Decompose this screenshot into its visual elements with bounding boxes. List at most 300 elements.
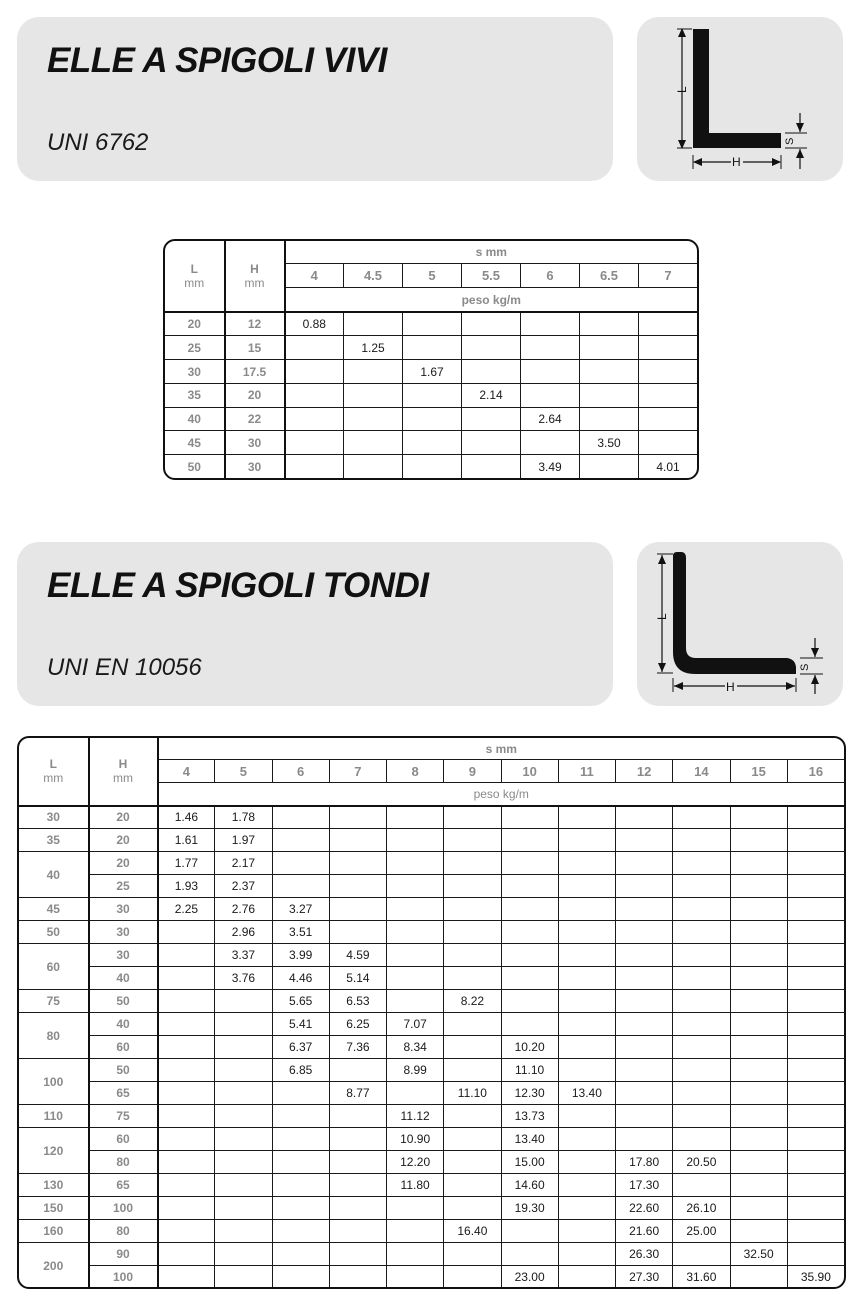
cell-weight xyxy=(158,1128,215,1151)
cell-weight xyxy=(329,1128,386,1151)
cell-weight xyxy=(580,407,639,431)
cell-l: 45 xyxy=(165,431,225,455)
cell-weight xyxy=(730,829,787,852)
cell-h: 25 xyxy=(89,875,158,898)
cell-weight xyxy=(673,967,730,990)
cell-weight xyxy=(558,1013,615,1036)
cell-weight: 6.53 xyxy=(329,990,386,1013)
cell-weight xyxy=(730,967,787,990)
cell-weight xyxy=(673,852,730,875)
cell-weight xyxy=(158,1059,215,1082)
cell-weight: 8.22 xyxy=(444,990,501,1013)
cell-weight xyxy=(329,1197,386,1220)
cell-weight xyxy=(558,852,615,875)
cell-weight: 2.96 xyxy=(215,921,272,944)
s-value-header: 7 xyxy=(639,264,698,288)
cell-weight xyxy=(730,1105,787,1128)
cell-weight: 5.65 xyxy=(272,990,329,1013)
cell-weight xyxy=(329,1220,386,1243)
cell-weight xyxy=(521,383,580,407)
cell-weight xyxy=(558,1197,615,1220)
cell-weight: 3.27 xyxy=(272,898,329,921)
cell-weight xyxy=(673,875,730,898)
diagram2-label-h: H xyxy=(726,680,735,694)
cell-h: 30 xyxy=(225,455,285,479)
cell-h: 65 xyxy=(89,1174,158,1197)
cell-weight xyxy=(403,336,462,360)
cell-weight xyxy=(285,383,344,407)
cell-weight xyxy=(673,1128,730,1151)
cell-weight xyxy=(272,1197,329,1220)
cell-weight xyxy=(387,1243,444,1266)
cell-weight xyxy=(215,1197,272,1220)
cell-weight xyxy=(215,1059,272,1082)
s-value-header: 7 xyxy=(329,760,386,783)
cell-weight xyxy=(285,360,344,384)
cell-weight xyxy=(730,875,787,898)
cell-weight: 21.60 xyxy=(616,1220,673,1243)
cell-weight xyxy=(616,967,673,990)
table-row xyxy=(19,806,845,829)
cell-weight xyxy=(730,898,787,921)
cell-l: 40 xyxy=(165,407,225,431)
table-row xyxy=(19,921,845,944)
cell-h: 50 xyxy=(89,1059,158,1082)
cell-l: 130 xyxy=(19,1174,89,1197)
cell-weight: 3.99 xyxy=(272,944,329,967)
cell-l: 50 xyxy=(19,921,89,944)
sharp-angle-profile-icon xyxy=(637,17,843,181)
cell-weight xyxy=(444,1243,501,1266)
section2-title: ELLE A SPIGOLI TONDI xyxy=(47,566,429,605)
cell-weight: 2.37 xyxy=(215,875,272,898)
cell-l: 25 xyxy=(165,336,225,360)
cell-weight xyxy=(215,1220,272,1243)
s-value-header: 9 xyxy=(444,760,501,783)
cell-weight xyxy=(501,944,558,967)
cell-weight xyxy=(730,852,787,875)
cell-weight: 12.30 xyxy=(501,1082,558,1105)
cell-weight: 10.20 xyxy=(501,1036,558,1059)
cell-weight xyxy=(158,1266,215,1289)
cell-weight xyxy=(673,1013,730,1036)
diagram1-label-l: L xyxy=(675,86,689,93)
cell-weight xyxy=(387,921,444,944)
cell-weight xyxy=(639,360,698,384)
cell-weight xyxy=(285,407,344,431)
header-h xyxy=(225,241,285,313)
cell-weight xyxy=(462,312,521,336)
cell-weight xyxy=(558,1266,615,1289)
cell-weight xyxy=(403,455,462,479)
cell-weight xyxy=(344,455,403,479)
cell-weight xyxy=(616,806,673,829)
cell-weight xyxy=(580,383,639,407)
cell-h: 100 xyxy=(89,1266,158,1289)
cell-weight: 12.20 xyxy=(387,1151,444,1174)
table-row xyxy=(19,1013,845,1036)
cell-h: 30 xyxy=(89,921,158,944)
table-row xyxy=(19,852,845,875)
cell-weight: 3.49 xyxy=(521,455,580,479)
cell-weight xyxy=(501,1220,558,1243)
cell-h: 20 xyxy=(225,383,285,407)
table-row xyxy=(19,1128,845,1151)
cell-weight xyxy=(158,1197,215,1220)
table-row xyxy=(165,360,698,384)
cell-weight: 8.99 xyxy=(387,1059,444,1082)
cell-weight xyxy=(329,1105,386,1128)
cell-weight xyxy=(272,829,329,852)
diagram1-label-h: H xyxy=(732,155,741,169)
cell-weight xyxy=(329,1243,386,1266)
cell-weight xyxy=(558,921,615,944)
cell-weight xyxy=(387,944,444,967)
header_h-label: H xyxy=(250,262,259,277)
cell-h: 100 xyxy=(89,1197,158,1220)
cell-weight: 11.80 xyxy=(387,1174,444,1197)
cell-weight xyxy=(730,1174,787,1197)
cell-weight xyxy=(673,990,730,1013)
cell-weight: 4.59 xyxy=(329,944,386,967)
cell-l: 75 xyxy=(19,990,89,1013)
cell-l: 35 xyxy=(19,829,89,852)
cell-h: 60 xyxy=(89,1036,158,1059)
cell-weight xyxy=(444,898,501,921)
cell-weight xyxy=(444,1174,501,1197)
cell-weight xyxy=(580,336,639,360)
cell-weight xyxy=(558,990,615,1013)
cell-weight: 7.36 xyxy=(329,1036,386,1059)
cell-weight: 3.50 xyxy=(580,431,639,455)
cell-weight: 1.97 xyxy=(215,829,272,852)
header-s: s mm xyxy=(158,738,845,760)
cell-weight xyxy=(387,852,444,875)
table-row xyxy=(19,1197,845,1220)
cell-weight xyxy=(558,1059,615,1082)
cell-weight xyxy=(329,852,386,875)
cell-weight xyxy=(444,1105,501,1128)
cell-weight: 8.34 xyxy=(387,1036,444,1059)
cell-weight xyxy=(787,898,844,921)
cell-weight xyxy=(387,1197,444,1220)
diagram2-label-s: S xyxy=(799,663,811,671)
header_l-label: L xyxy=(49,757,57,772)
cell-weight: 26.10 xyxy=(673,1197,730,1220)
cell-weight xyxy=(344,407,403,431)
diagram2-label-l: L xyxy=(655,613,669,620)
s-value-header: 12 xyxy=(616,760,673,783)
cell-h: 17.5 xyxy=(225,360,285,384)
cell-weight xyxy=(558,1220,615,1243)
cell-weight xyxy=(403,383,462,407)
cell-weight xyxy=(558,1105,615,1128)
cell-weight xyxy=(558,944,615,967)
cell-weight: 13.40 xyxy=(558,1082,615,1105)
cell-weight xyxy=(501,875,558,898)
cell-weight: 3.76 xyxy=(215,967,272,990)
cell-weight xyxy=(387,829,444,852)
cell-weight xyxy=(329,806,386,829)
cell-weight xyxy=(730,990,787,1013)
cell-weight: 35.90 xyxy=(787,1266,844,1289)
cell-weight xyxy=(787,1197,844,1220)
cell-weight xyxy=(787,1128,844,1151)
cell-weight xyxy=(673,1174,730,1197)
cell-weight: 26.30 xyxy=(616,1243,673,1266)
cell-weight xyxy=(329,1174,386,1197)
cell-weight xyxy=(673,1082,730,1105)
cell-weight xyxy=(387,967,444,990)
cell-weight xyxy=(501,852,558,875)
s-value-header: 8 xyxy=(387,760,444,783)
section1-diagram-panel xyxy=(637,17,843,181)
cell-weight xyxy=(272,806,329,829)
cell-weight xyxy=(444,1059,501,1082)
cell-weight xyxy=(787,852,844,875)
cell-weight xyxy=(558,1243,615,1266)
cell-weight: 2.14 xyxy=(462,383,521,407)
cell-weight xyxy=(215,1174,272,1197)
cell-weight: 31.60 xyxy=(673,1266,730,1289)
cell-weight xyxy=(272,1243,329,1266)
cell-l: 110 xyxy=(19,1105,89,1128)
header_l-label: L xyxy=(190,262,198,277)
cell-weight xyxy=(501,829,558,852)
section1-title-panel xyxy=(17,17,613,181)
cell-weight xyxy=(387,898,444,921)
cell-l: 40 xyxy=(19,852,89,898)
table-row xyxy=(165,312,698,336)
s-value-header: 5 xyxy=(403,264,462,288)
cell-weight xyxy=(387,806,444,829)
cell-weight xyxy=(580,360,639,384)
cell-h: 40 xyxy=(89,967,158,990)
cell-weight xyxy=(787,1036,844,1059)
cell-weight: 2.76 xyxy=(215,898,272,921)
cell-weight xyxy=(215,1128,272,1151)
cell-weight xyxy=(787,1082,844,1105)
cell-weight: 1.78 xyxy=(215,806,272,829)
cell-weight xyxy=(501,1243,558,1266)
cell-weight xyxy=(787,1013,844,1036)
cell-weight: 2.25 xyxy=(158,898,215,921)
cell-weight xyxy=(673,898,730,921)
cell-weight xyxy=(272,875,329,898)
cell-weight xyxy=(673,829,730,852)
cell-weight xyxy=(403,312,462,336)
cell-weight xyxy=(730,1220,787,1243)
cell-h: 20 xyxy=(89,829,158,852)
cell-weight xyxy=(444,1197,501,1220)
cell-weight xyxy=(616,1036,673,1059)
s-value-header: 6 xyxy=(521,264,580,288)
cell-weight xyxy=(387,1082,444,1105)
cell-weight xyxy=(215,1036,272,1059)
cell-weight xyxy=(344,383,403,407)
cell-weight xyxy=(444,1151,501,1174)
s-value-header: 5 xyxy=(215,760,272,783)
header_h-label: H xyxy=(118,757,128,772)
cell-weight xyxy=(501,967,558,990)
cell-weight: 20.50 xyxy=(673,1151,730,1174)
s-value-header: 4 xyxy=(158,760,215,783)
cell-weight xyxy=(521,336,580,360)
cell-weight xyxy=(215,990,272,1013)
cell-weight xyxy=(403,407,462,431)
cell-weight xyxy=(616,898,673,921)
cell-l: 120 xyxy=(19,1128,89,1174)
cell-weight xyxy=(344,431,403,455)
cell-weight xyxy=(444,1266,501,1289)
cell-weight xyxy=(558,875,615,898)
section1-title: ELLE A SPIGOLI VIVI xyxy=(47,41,387,80)
table-row xyxy=(19,875,845,898)
cell-weight xyxy=(501,898,558,921)
cell-weight xyxy=(673,921,730,944)
cell-weight xyxy=(787,990,844,1013)
s-value-header: 6 xyxy=(272,760,329,783)
s-value-header: 11 xyxy=(558,760,615,783)
cell-weight xyxy=(580,312,639,336)
cell-h: 22 xyxy=(225,407,285,431)
cell-weight: 2.64 xyxy=(521,407,580,431)
cell-weight: 14.60 xyxy=(501,1174,558,1197)
cell-weight xyxy=(462,407,521,431)
header_l-unit: mm xyxy=(184,276,205,291)
cell-weight: 1.25 xyxy=(344,336,403,360)
cell-weight xyxy=(215,1151,272,1174)
cell-weight xyxy=(558,806,615,829)
cell-weight: 6.37 xyxy=(272,1036,329,1059)
cell-weight: 5.41 xyxy=(272,1013,329,1036)
cell-weight xyxy=(329,1266,386,1289)
cell-weight xyxy=(730,806,787,829)
s-value-header: 5.5 xyxy=(462,264,521,288)
s-value-header: 15 xyxy=(730,760,787,783)
cell-weight xyxy=(616,875,673,898)
cell-weight xyxy=(616,921,673,944)
cell-weight xyxy=(158,1174,215,1197)
cell-h: 30 xyxy=(225,431,285,455)
s-value-header: 4.5 xyxy=(344,264,403,288)
cell-weight: 6.85 xyxy=(272,1059,329,1082)
cell-weight xyxy=(787,1220,844,1243)
cell-weight xyxy=(730,1082,787,1105)
header_l-unit: mm xyxy=(43,771,64,786)
cell-weight xyxy=(521,431,580,455)
s-value-header: 14 xyxy=(673,760,730,783)
cell-weight: 4.46 xyxy=(272,967,329,990)
cell-weight xyxy=(558,1174,615,1197)
cell-weight: 27.30 xyxy=(616,1266,673,1289)
cell-weight xyxy=(558,967,615,990)
cell-weight: 8.77 xyxy=(329,1082,386,1105)
cell-weight xyxy=(344,360,403,384)
cell-weight xyxy=(462,360,521,384)
cell-weight: 1.67 xyxy=(403,360,462,384)
cell-weight xyxy=(616,829,673,852)
table-row xyxy=(19,1082,845,1105)
cell-weight xyxy=(387,875,444,898)
cell-weight: 11.10 xyxy=(501,1059,558,1082)
header-l xyxy=(165,241,225,313)
cell-h: 20 xyxy=(89,806,158,829)
cell-weight xyxy=(730,1059,787,1082)
cell-weight xyxy=(639,383,698,407)
cell-weight: 17.80 xyxy=(616,1151,673,1174)
cell-weight: 15.00 xyxy=(501,1151,558,1174)
cell-weight: 3.37 xyxy=(215,944,272,967)
cell-weight xyxy=(501,990,558,1013)
cell-weight: 1.93 xyxy=(158,875,215,898)
section1-norm: UNI 6762 xyxy=(47,129,149,156)
cell-weight xyxy=(616,1082,673,1105)
cell-weight: 11.12 xyxy=(387,1105,444,1128)
cell-weight xyxy=(730,1197,787,1220)
cell-weight xyxy=(387,1266,444,1289)
cell-weight xyxy=(616,1013,673,1036)
cell-weight: 3.51 xyxy=(272,921,329,944)
cell-weight xyxy=(444,829,501,852)
cell-weight: 25.00 xyxy=(673,1220,730,1243)
cell-weight xyxy=(444,806,501,829)
cell-weight: 13.40 xyxy=(501,1128,558,1151)
cell-weight xyxy=(558,829,615,852)
cell-l: 45 xyxy=(19,898,89,921)
cell-weight xyxy=(730,1151,787,1174)
cell-weight xyxy=(616,1105,673,1128)
cell-weight xyxy=(521,312,580,336)
cell-l: 150 xyxy=(19,1197,89,1220)
cell-weight xyxy=(158,1013,215,1036)
cell-weight: 6.25 xyxy=(329,1013,386,1036)
diagram1-label-s: S xyxy=(784,137,796,145)
cell-weight xyxy=(787,1174,844,1197)
cell-weight xyxy=(444,1036,501,1059)
cell-weight xyxy=(158,1105,215,1128)
section2-diagram-panel xyxy=(637,542,843,706)
cell-weight xyxy=(730,1128,787,1151)
cell-weight xyxy=(673,806,730,829)
cell-weight xyxy=(272,852,329,875)
cell-l: 60 xyxy=(19,944,89,990)
cell-weight xyxy=(285,431,344,455)
cell-l: 30 xyxy=(19,806,89,829)
cell-weight xyxy=(329,875,386,898)
section1-table-frame xyxy=(163,239,699,480)
cell-weight xyxy=(787,967,844,990)
cell-weight xyxy=(462,455,521,479)
table-row xyxy=(165,431,698,455)
cell-weight xyxy=(558,1151,615,1174)
cell-weight xyxy=(344,312,403,336)
cell-weight xyxy=(158,921,215,944)
cell-weight xyxy=(329,1151,386,1174)
cell-weight: 17.30 xyxy=(616,1174,673,1197)
cell-l: 30 xyxy=(165,360,225,384)
cell-h: 90 xyxy=(89,1243,158,1266)
cell-weight xyxy=(730,1036,787,1059)
cell-l: 80 xyxy=(19,1013,89,1059)
cell-weight xyxy=(730,1266,787,1289)
cell-weight xyxy=(444,967,501,990)
table-row xyxy=(19,1174,845,1197)
header_h-unit: mm xyxy=(113,771,133,786)
cell-weight xyxy=(272,1174,329,1197)
cell-weight xyxy=(730,921,787,944)
cell-weight xyxy=(616,990,673,1013)
